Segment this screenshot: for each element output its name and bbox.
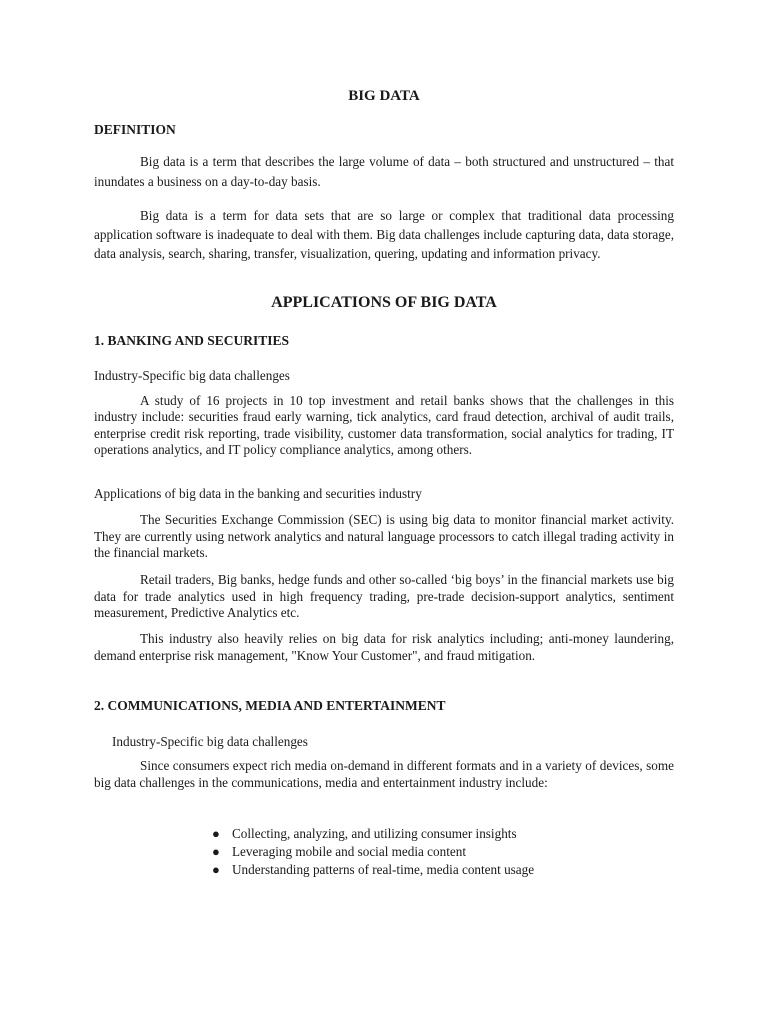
section1-challenges-label: Industry-Specific big data challenges — [94, 368, 290, 383]
definition-heading: DEFINITION — [94, 122, 176, 137]
page-title: BIG DATA — [348, 88, 420, 104]
list-item: ● Collecting, analyzing, and utilizing consumer insights — [212, 826, 517, 841]
section1-applications-label: Applications of big data in the banking and securities industry — [94, 486, 422, 501]
bullet-icon: ● — [212, 826, 220, 841]
section2-challenges-label: Industry-Specific big data challenges — [112, 734, 308, 749]
list-item: ● Leveraging mobile and social media content — [212, 844, 466, 859]
definition-paragraph-2: Big data is a term for data sets that are so large or complex that traditional data processing application software is inadequate to deal with them. Big data challenges include capturing data, data storage, data analysis, search, sharing, transfer, visualization, quering, updating and information privacy. — [94, 208, 674, 261]
section2-challenges-text: Since consumers expect rich media on-demand in different formats and in a variety of devices, some big data challenges in the communications, media and entertainment industry include: — [94, 758, 674, 790]
section1-challenges-text: A study of 16 projects in 10 top investment and retail banks shows that the challenges in this industry include: securities fraud early warning, tick analytics, card fraud detection, archival of audit trails, enterprise credit risk reporting, trade visibility, customer data transformation, social analytics for trading, IT operations analytics, and IT policy compliance analytics, among others. — [94, 393, 674, 458]
section2-bullet-list — [212, 825, 534, 879]
bullet-icon: ● — [212, 862, 220, 877]
bullet-icon: ● — [212, 844, 220, 859]
list-item: ● Understanding patterns of real-time, media content usage — [212, 862, 535, 877]
section2-heading: 2. COMMUNICATIONS, MEDIA AND ENTERTAINMENT — [94, 698, 446, 713]
section1-applications-paragraph-1: The Securities Exchange Commission (SEC) is using big data to monitor financial market activity. They are currently using network analytics and natural language processors to catch illegal trading activity in the financial markets. — [94, 512, 674, 560]
applications-heading: APPLICATIONS OF BIG DATA — [271, 294, 497, 311]
definition-paragraph-1: Big data is a term that describes the large volume of data – both structured and unstructured – that inundates a business on a day-to-day basis. — [94, 154, 674, 189]
section1-applications-paragraph-3: This industry also heavily relies on big data for risk analytics including; anti-money laundering, demand enterprise risk management, "Know Your Customer", and fraud mitigation. — [94, 631, 674, 663]
section1-heading: 1. BANKING AND SECURITIES — [94, 333, 290, 348]
section1-applications-paragraph-2: Retail traders, Big banks, hedge funds and other so-called ‘big boys’ in the financial markets use big data for trade analytics used in high frequency trading, pre-trade decision-support analytics, sentiment measurement, Predictive Analytics etc. — [94, 572, 674, 620]
